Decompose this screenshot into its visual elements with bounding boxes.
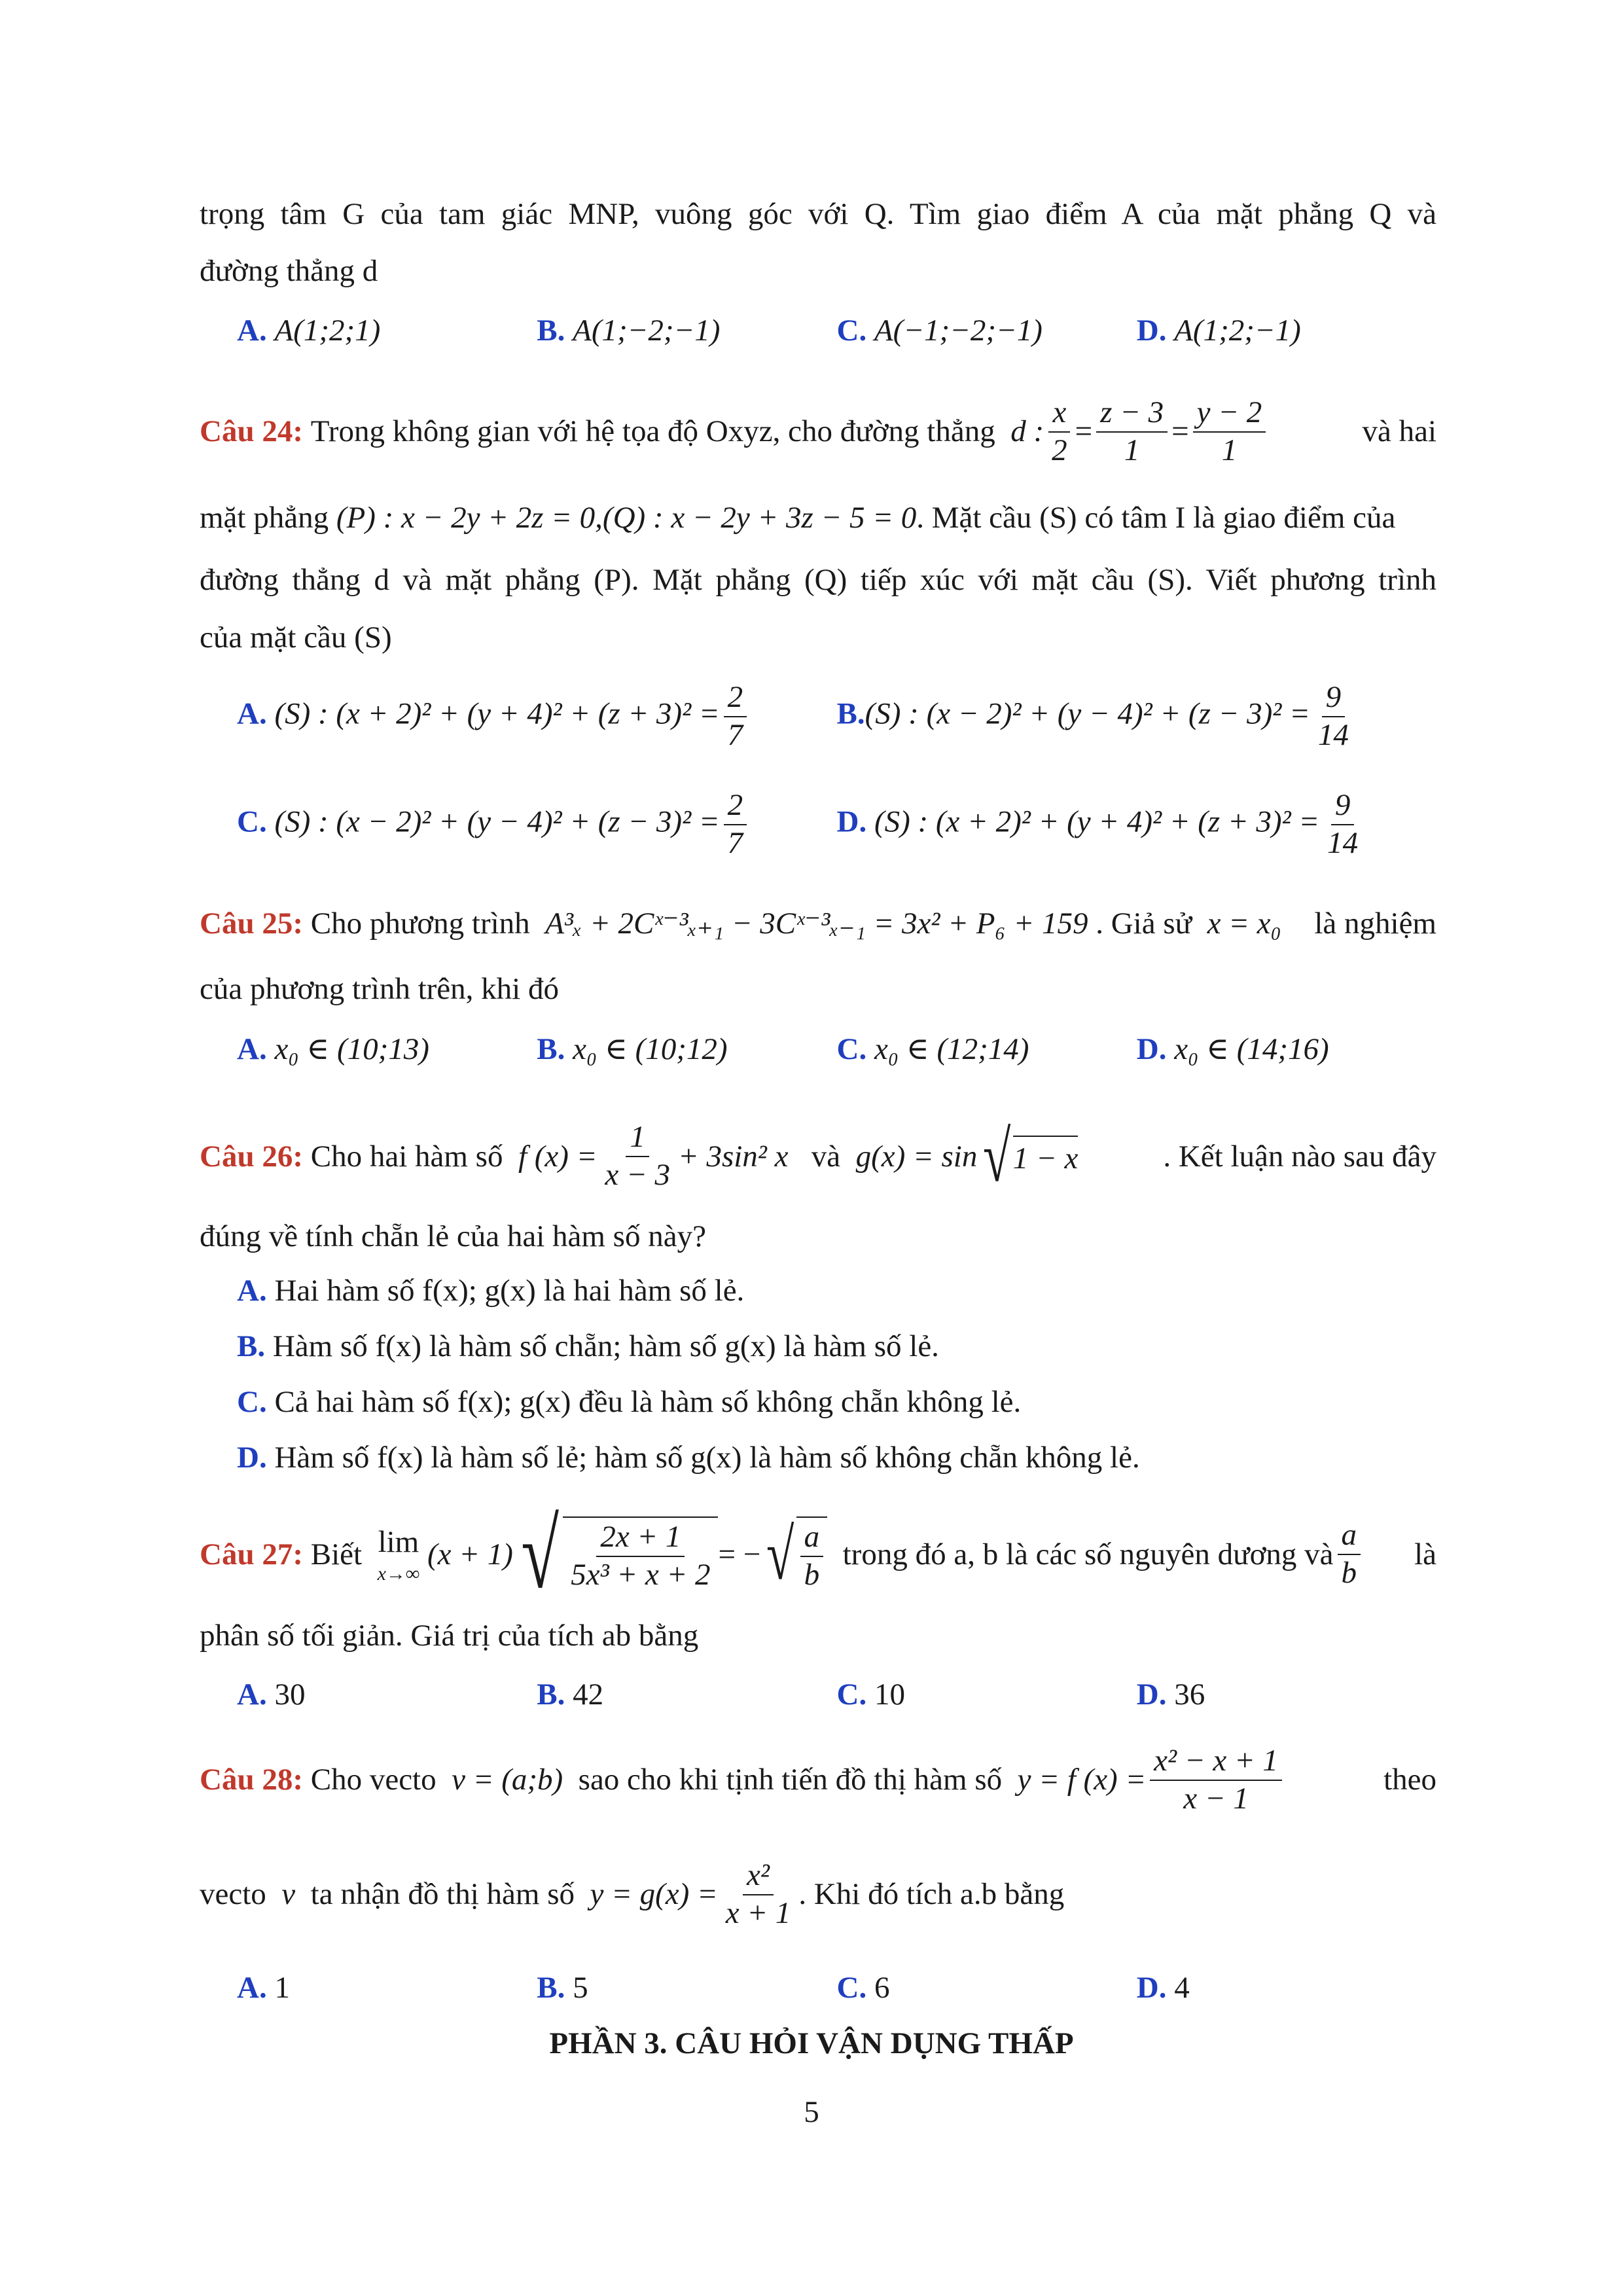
- q25-line2: của phương trình trên, khi đó: [200, 972, 559, 1006]
- q28-option-c: C. 6: [836, 1971, 890, 2005]
- q24-option-b: B.(S) : (x − 2)² + (y − 4)² + (z − 3)² = $\frac{9}{14}$: [836, 680, 1349, 752]
- q26-option-c: C. Cả hai hàm số f(x); g(x) đều là hàm số không chẵn không lẻ.: [237, 1385, 1022, 1419]
- q26-line2: đúng về tính chẵn lẻ của hai hàm số này?: [200, 1219, 706, 1253]
- q27-options: [237, 1677, 1436, 1712]
- q27-limit: lim x→∞: [377, 1524, 420, 1585]
- q24-frac3: $\frac{y - 2}{1}$: [1193, 396, 1266, 467]
- q24-line3: đường thẳng d và mặt phẳng (P). Mặt phẳng (Q) tiếp xúc với mặt cầu (S). Viết phương trình: [200, 563, 1436, 597]
- q28-option-d: D. 4: [1136, 1971, 1190, 2005]
- q27-option-d: D. 36: [1136, 1677, 1205, 1712]
- q27-number: Câu 27:: [200, 1537, 303, 1571]
- q28-line2: vecto v ta nhận đồ thị hàm số y = g(x) = $\frac{\text{x²}}{x + 1}$ . Khi đó tích a.b bằng: [200, 1858, 1065, 1930]
- q24-frac2: $\frac{z - 3}{1}$: [1096, 396, 1168, 467]
- q23-option-a: A. A(1;2;1): [237, 314, 381, 348]
- q28-option-b: B. 5: [537, 1971, 588, 2005]
- q28-options: [237, 1970, 1436, 2005]
- q23-line1: trọng tâm G của tam giác MNP, vuông góc với Q. Tìm giao điểm A của mặt phẳng Q và: [200, 197, 1436, 231]
- q26-option-a: A. Hai hàm số f(x); g(x) là hai hàm số lẻ.: [237, 1274, 745, 1308]
- q26-option-b: B. Hàm số f(x) là hàm số chẵn; hàm số g(x) là hàm số lẻ.: [237, 1329, 939, 1363]
- q26-line1: Câu 26: Cho hai hàm số f (x) = $\frac{1}{x - 3}$ + 3sin² x và g(x) = sin √ 1 − x . Kết luận nào sau đây: [200, 1117, 1436, 1196]
- q28-number: Câu 28:: [200, 1763, 303, 1797]
- q24-options-row1: [237, 681, 1436, 752]
- q24-line2: mặt phẳng (P) : x − 2y + 2z = 0,(Q) : x − 2y + 3z − 5 = 0. Mặt cầu (S) có tâm I là giao điểm của: [200, 501, 1396, 535]
- q27-line2: phân số tối giản. Giá trị của tích ab bằng: [200, 1619, 699, 1653]
- q24-options-row2: [237, 789, 1436, 860]
- q27-option-b: B. 42: [537, 1677, 604, 1712]
- q24-option-a: A. (S) : (x + 2)² + (y + 4)² + (z + 3)² = $\frac{2}{7}$: [237, 681, 837, 752]
- page-number: 5: [804, 2095, 819, 2129]
- q24-frac1: $\frac{x}{2}$: [1048, 396, 1071, 467]
- q24-option-d: D. (S) : (x + 2)² + (y + 4)² + (z + 3)² = $\frac{9}{14}$: [836, 788, 1359, 860]
- q26-option-d: D. Hàm số f(x) là hàm số lẻ; hàm số g(x) là hàm số không chẵn không lẻ.: [237, 1441, 1140, 1475]
- q25-option-d: D. x₀ ∈ (14;16): [1136, 1032, 1329, 1066]
- q23-line2: đường thẳng d: [200, 254, 378, 288]
- q23-options: [237, 313, 1436, 348]
- q23-option-c: C. A(−1;−2;−1): [836, 314, 1043, 348]
- q24-line4: của mặt cầu (S): [200, 620, 392, 655]
- q24-line1: Câu 24: Trong không gian với hệ tọa độ Oxyz, cho đường thẳng d : $\frac{x}{2}$ = $\frac{z - 3}{1}$ = $\frac{y - 2}{1}$ và hai: [200, 395, 1436, 467]
- q23-option-d: D. A(1;2;−1): [1136, 314, 1301, 348]
- q26-sqrt: √ 1 − x: [983, 1117, 1079, 1196]
- q27-sqrt: √ $\frac{2x + 1}{\text{5x³ + x + 2}}$: [513, 1505, 719, 1604]
- q27-line1: Câu 27: Biết lim x→∞ (x + 1) √ $\frac{2x + 1}{\text{5x³ + x + 2}}$ = − √ $\frac{a}{b}$ trong đó a, b là các số nguyên dương và $\frac{a}{b}$ là: [200, 1500, 1436, 1609]
- section-title: PHẦN 3. CÂU HỎI VẬN DỤNG THẤP: [549, 2026, 1074, 2060]
- q23-option-b: B. A(1;−2;−1): [537, 314, 721, 348]
- q25-options: [237, 1031, 1436, 1067]
- q27-option-a: A. 30: [237, 1677, 306, 1712]
- q25-number: Câu 25:: [200, 906, 303, 941]
- q25-equation: A³ₓ + 2Cˣ⁻³ₓ₊₁ − 3Cˣ⁻³ₓ₋₁ = 3x² + P₆ + 159: [545, 906, 1088, 941]
- q27-option-c: C. 10: [836, 1677, 905, 1712]
- q28-option-a: A. 1: [237, 1971, 290, 2005]
- q25-option-c: C. x₀ ∈ (12;14): [836, 1032, 1029, 1066]
- q28-vector: v = (a;b): [452, 1763, 563, 1797]
- q24-option-c: C. (S) : (x − 2)² + (y − 4)² + (z − 3)² = $\frac{2}{7}$: [237, 789, 837, 860]
- q28-line1: Câu 28: Cho vecto v = (a;b) sao cho khi tịnh tiến đồ thị hàm số y = f (x) = $\frac{\text{x² − x + 1}}{x - 1}$ theo: [200, 1744, 1436, 1816]
- q25-option-b: B. x₀ ∈ (10;12): [537, 1032, 728, 1066]
- q26-frac: $\frac{1}{x - 3}$: [605, 1120, 670, 1192]
- q25-line1: Câu 25: Cho phương trình A³ₓ + 2Cˣ⁻³ₓ₊₁ − 3Cˣ⁻³ₓ₋₁ = 3x² + P₆ + 159 . Giả sử x = x₀ là nghiệm: [200, 905, 1436, 943]
- q26-number: Câu 26:: [200, 1139, 303, 1174]
- q25-option-a: A. x₀ ∈ (10;13): [237, 1032, 429, 1066]
- q24-number: Câu 24:: [200, 414, 303, 449]
